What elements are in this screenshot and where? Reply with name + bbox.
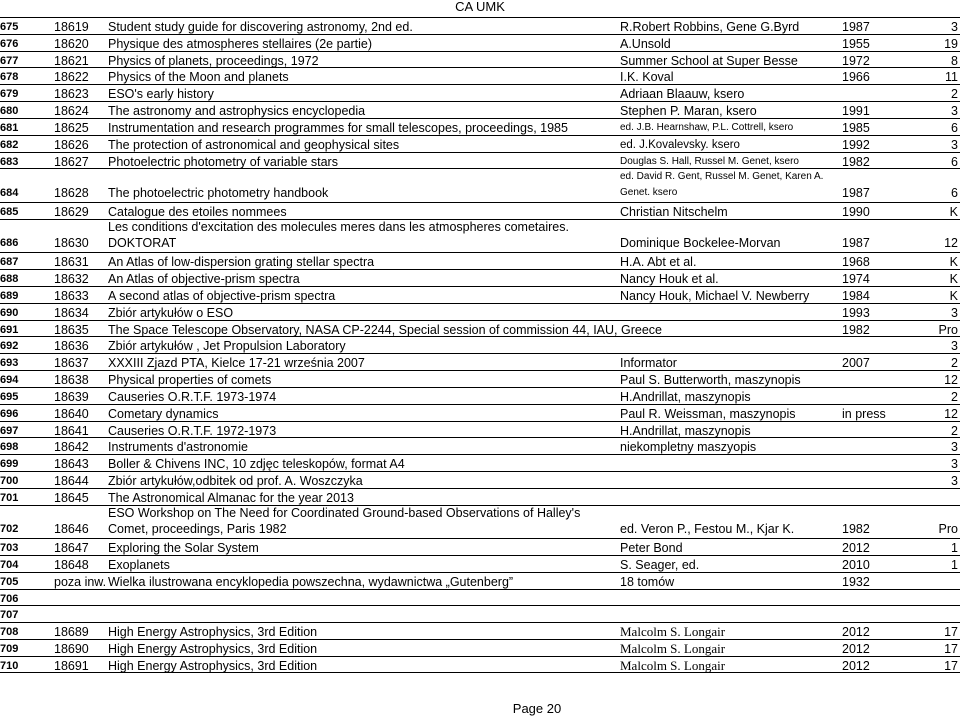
table-row xyxy=(0,404,960,421)
book-year: 1987 xyxy=(842,20,870,34)
table-row xyxy=(0,572,960,589)
row-number: 694 xyxy=(0,374,19,387)
inventory-code: 18626 xyxy=(54,137,89,152)
book-year: 1984 xyxy=(842,289,870,304)
book-author: Stephen P. Maran, ksero xyxy=(620,104,757,119)
book-title: An Atlas of low-dispersion grating stellar spectra xyxy=(108,255,375,270)
book-title: A second atlas of objective-prism spectra xyxy=(108,289,336,304)
row-number: 691 xyxy=(0,323,19,336)
table-row xyxy=(0,336,960,353)
row-number: 709 xyxy=(0,643,19,656)
row-number: 678 xyxy=(0,71,19,84)
row-number: 700 xyxy=(0,474,19,487)
row-number: 702 xyxy=(0,523,19,536)
book-title: Cometary dynamics xyxy=(108,406,219,421)
table-row xyxy=(0,605,960,622)
row-number: 689 xyxy=(0,290,19,303)
table-row xyxy=(0,152,960,169)
book-author: H.Andrillat, maszynopis xyxy=(620,389,751,404)
row-number: 688 xyxy=(0,273,19,286)
book-author: Christian Nitschelm xyxy=(620,204,728,219)
book-title: The protection of astronomical and geophysical sites xyxy=(108,137,400,152)
book-quantity: 3 xyxy=(951,339,958,354)
book-quantity: 6 xyxy=(951,185,958,200)
book-author: Nancy Houk, Michael V. Newberry xyxy=(620,289,810,304)
book-quantity: 12 xyxy=(944,406,958,421)
inventory-code: 18639 xyxy=(54,389,89,404)
table-row xyxy=(0,67,960,84)
table-row xyxy=(0,168,960,202)
book-title: An Atlas of objective-prism spectra xyxy=(108,272,300,287)
book-author: A.Unsold xyxy=(620,36,671,51)
book-quantity: 17 xyxy=(944,625,958,640)
table-row xyxy=(0,589,960,606)
book-author: ed. David R. Gent, Russel M. Genet, Karen A. Genet. ksero xyxy=(620,170,824,198)
book-year: 1974 xyxy=(842,272,870,287)
book-quantity: K xyxy=(949,272,958,287)
book-author: H.A. Abt et al. xyxy=(620,255,697,270)
table-row xyxy=(0,84,960,101)
book-year: 1968 xyxy=(842,255,870,270)
book-author: Adriaan Blaauw, ksero xyxy=(620,87,745,102)
book-title: Les conditions d'excitation des molecules meres dans les atmospheres cometaires. DOKTORAT xyxy=(108,220,569,251)
book-quantity: 6 xyxy=(951,120,958,135)
book-title: The photoelectric photometry handbook xyxy=(108,185,329,200)
book-author: Paul R. Weissman, maszynopis xyxy=(620,406,796,421)
book-title: Zbiór artykułów,odbitek od prof. A. Woszczyka xyxy=(108,473,363,488)
inventory-code: 18635 xyxy=(54,322,89,337)
book-title: Physique des atmospheres stellaires (2e partie) xyxy=(108,36,373,51)
inventory-code: 18640 xyxy=(54,406,89,421)
row-number: 705 xyxy=(0,575,19,588)
book-year: 1982 xyxy=(842,322,870,337)
inventory-code: 18638 xyxy=(54,373,89,388)
book-quantity: Pro xyxy=(938,522,958,537)
inventory-code: 18625 xyxy=(54,120,89,135)
book-year: 1966 xyxy=(842,70,870,85)
book-year: 2012 xyxy=(842,642,870,657)
book-author: H.Andrillat, maszynopis xyxy=(620,423,751,438)
book-year: 2010 xyxy=(842,558,870,573)
table-row xyxy=(0,370,960,387)
inventory-code: 18628 xyxy=(54,185,89,200)
row-number: 706 xyxy=(0,592,19,605)
book-year: 1990 xyxy=(842,204,870,219)
book-quantity: 3 xyxy=(951,473,958,488)
row-number: 704 xyxy=(0,559,19,572)
table-row xyxy=(0,51,960,68)
row-number: 687 xyxy=(0,256,19,269)
inventory-code: 18633 xyxy=(54,289,89,304)
row-number: 699 xyxy=(0,458,19,471)
book-title: Physical properties of comets xyxy=(108,373,272,388)
book-author: ed. J.B. Hearnshaw, P.L. Cottrell, ksero xyxy=(620,121,794,133)
book-quantity: 3 xyxy=(951,137,958,152)
book-author: Malcolm S. Longair xyxy=(620,641,726,657)
book-year: 2007 xyxy=(842,356,870,371)
row-number: 683 xyxy=(0,155,19,168)
table-row xyxy=(0,269,960,286)
book-author: ed. J.Kovalevsky. ksero xyxy=(620,138,740,151)
inventory-code: 18642 xyxy=(54,440,89,455)
row-number: 675 xyxy=(0,21,19,33)
table-row xyxy=(0,622,960,639)
book-quantity: 8 xyxy=(951,53,958,68)
book-title: Physics of the Moon and planets xyxy=(108,70,289,85)
book-quantity: 3 xyxy=(951,104,958,119)
book-title: Causeries O.R.T.F. 1972-1973 xyxy=(108,423,277,438)
book-title: Physics of planets, proceedings, 1972 xyxy=(108,53,319,68)
book-title: The astronomy and astrophysics encyclopedia xyxy=(108,104,366,119)
inventory-code: 18644 xyxy=(54,473,89,488)
book-quantity: 3 xyxy=(951,440,958,455)
book-quantity: 1 xyxy=(951,558,958,573)
book-author: I.K. Koval xyxy=(620,70,674,85)
book-title: The Astronomical Almanac for the year 2013 xyxy=(108,490,354,505)
row-number: 707 xyxy=(0,609,19,622)
book-quantity: 3 xyxy=(951,305,958,320)
inventory-code: 18636 xyxy=(54,339,89,354)
table-row xyxy=(0,202,960,219)
table-row xyxy=(0,118,960,135)
book-quantity: 17 xyxy=(944,658,958,673)
book-quantity: K xyxy=(949,289,958,304)
book-year: 2012 xyxy=(842,541,870,556)
book-quantity: 2 xyxy=(951,423,958,438)
book-title: Instrumentation and research programmes for small telescopes, proceedings, 1985 xyxy=(108,120,568,135)
book-year: 1987 xyxy=(842,236,870,251)
book-title: ESO's early history xyxy=(108,87,214,102)
table-row xyxy=(0,101,960,118)
book-quantity: 17 xyxy=(944,642,958,657)
row-number: 677 xyxy=(0,54,19,67)
table-row xyxy=(0,555,960,572)
inventory-code: 18647 xyxy=(54,541,89,556)
book-quantity: 1 xyxy=(951,541,958,556)
book-author: Dominique Bockelee-Morvan xyxy=(620,236,781,251)
inventory-code: 18643 xyxy=(54,457,89,472)
book-author: Malcolm S. Longair xyxy=(620,657,726,673)
inventory-code: 18630 xyxy=(54,236,89,251)
book-author: Nancy Houk et al. xyxy=(620,272,719,287)
book-year: 2012 xyxy=(842,658,870,673)
book-year: 1991 xyxy=(842,104,870,119)
inventory-code: 18622 xyxy=(54,70,89,85)
book-quantity: Pro xyxy=(938,322,958,337)
inventory-code: 18619 xyxy=(54,20,89,34)
book-author: 18 tomów xyxy=(620,574,675,589)
book-year: 1982 xyxy=(842,522,870,537)
book-year: 1972 xyxy=(842,53,870,68)
book-quantity: 2 xyxy=(951,87,958,102)
table-row xyxy=(0,219,960,253)
book-author: Malcolm S. Longair xyxy=(620,624,726,640)
book-title: Causeries O.R.T.F. 1973-1974 xyxy=(108,389,277,404)
inventory-code: 18646 xyxy=(54,522,89,537)
inventory-code: 18689 xyxy=(54,625,89,640)
book-quantity: 2 xyxy=(951,356,958,371)
table-row xyxy=(0,17,960,34)
book-title: Photoelectric photometry of variable stars xyxy=(108,154,338,169)
inventory-code: 18637 xyxy=(54,356,89,371)
row-number: 708 xyxy=(0,626,19,639)
book-year: 1993 xyxy=(842,305,870,320)
book-title: Catalogue des etoiles nommees xyxy=(108,204,287,219)
inventory-code: 18627 xyxy=(54,154,89,169)
book-author: Informator xyxy=(620,356,677,371)
row-number: 684 xyxy=(0,186,19,199)
table-row xyxy=(0,656,960,673)
book-title: XXXIII Zjazd PTA, Kielce 17-21 września 2007 xyxy=(108,356,365,371)
row-number: 703 xyxy=(0,542,19,555)
book-title: Wielka ilustrowana encyklopedia powszechna, wydawnictwa „Gutenberg” xyxy=(108,574,514,589)
book-title: Exploring the Solar System xyxy=(108,541,259,556)
table-row xyxy=(0,639,960,656)
book-title: High Energy Astrophysics, 3rd Edition xyxy=(108,625,318,640)
book-author: niekompletny maszyopis xyxy=(620,440,757,455)
table-row xyxy=(0,34,960,51)
inventory-code: poza inw. xyxy=(54,574,107,589)
inventory-code: 18690 xyxy=(54,642,89,657)
book-quantity: 11 xyxy=(945,70,958,85)
row-number: 685 xyxy=(0,205,19,218)
row-number: 701 xyxy=(0,491,19,504)
row-number: 695 xyxy=(0,390,19,403)
book-quantity: 6 xyxy=(951,154,958,169)
table-row xyxy=(0,488,960,505)
row-number: 697 xyxy=(0,424,19,437)
table-row xyxy=(0,454,960,471)
table-row xyxy=(0,421,960,438)
book-author: Douglas S. Hall, Russel M. Genet, ksero xyxy=(620,155,799,167)
book-year: 1932 xyxy=(842,574,870,589)
table-row xyxy=(0,320,960,337)
book-quantity: 19 xyxy=(944,36,958,51)
book-title: Exoplanets xyxy=(108,558,170,573)
row-number: 693 xyxy=(0,357,19,370)
table-row xyxy=(0,437,960,454)
book-quantity: 2 xyxy=(951,389,958,404)
book-title: High Energy Astrophysics, 3rd Edition xyxy=(108,642,318,657)
row-number: 680 xyxy=(0,105,19,118)
book-year: 2012 xyxy=(842,625,870,640)
table-row xyxy=(0,286,960,303)
table-row xyxy=(0,303,960,320)
row-number: 681 xyxy=(0,121,19,134)
row-number: 692 xyxy=(0,340,19,353)
book-year: 1982 xyxy=(842,154,870,169)
inventory-code: 18645 xyxy=(54,490,89,505)
row-number: 686 xyxy=(0,237,19,250)
inventory-code: 18624 xyxy=(54,104,89,119)
catalog-table xyxy=(0,17,960,673)
table-row xyxy=(0,538,960,555)
book-title: Student study guide for discovering astronomy, 2nd ed. xyxy=(108,20,413,34)
book-quantity: 12 xyxy=(944,373,958,388)
table-row xyxy=(0,135,960,152)
row-number: 710 xyxy=(0,659,19,672)
inventory-code: 18631 xyxy=(54,255,89,270)
inventory-code: 18621 xyxy=(54,53,89,68)
book-title: Instruments d'astronomie xyxy=(108,440,248,455)
book-title: High Energy Astrophysics, 3rd Edition xyxy=(108,658,318,673)
table-row xyxy=(0,505,960,539)
book-author: ed. Veron P., Festou M., Kjar K. xyxy=(620,522,795,537)
book-quantity: 3 xyxy=(951,457,958,472)
page-footer: Page 20 xyxy=(512,701,562,716)
book-year: 1987 xyxy=(842,185,870,200)
row-number: 698 xyxy=(0,441,19,454)
book-year: 1985 xyxy=(842,120,870,135)
table-row xyxy=(0,387,960,404)
inventory-code: 18634 xyxy=(54,305,89,320)
book-title: Zbiór artykułów , Jet Propulsion Laboratory xyxy=(108,339,346,354)
book-author: Paul S. Butterworth, maszynopis xyxy=(620,373,801,388)
book-year: 1955 xyxy=(842,36,870,51)
row-number: 676 xyxy=(0,37,19,50)
table-row xyxy=(0,252,960,269)
book-author: R.Robert Robbins, Gene G.Byrd xyxy=(620,20,800,34)
book-title: ESO Workshop on The Need for Coordinated Ground-based Observations of Halley's Comet, proceedings, Paris 1982 xyxy=(108,506,581,537)
page-header: CA UMK xyxy=(455,0,505,14)
book-year: 1992 xyxy=(842,137,870,152)
row-number: 696 xyxy=(0,407,19,420)
book-quantity: K xyxy=(949,204,958,219)
inventory-code: 18620 xyxy=(54,36,89,51)
book-year: in press xyxy=(842,406,886,421)
inventory-code: 18629 xyxy=(54,204,89,219)
inventory-code: 18641 xyxy=(54,423,89,438)
book-title: The Space Telescope Observatory, NASA CP-2244, Special session of commission 44, IAU, Greece xyxy=(108,322,662,337)
row-number: 690 xyxy=(0,306,19,319)
table-row xyxy=(0,471,960,488)
book-quantity: K xyxy=(949,255,958,270)
book-quantity: 12 xyxy=(944,236,958,251)
row-number: 682 xyxy=(0,138,19,151)
inventory-code: 18691 xyxy=(54,658,89,673)
book-quantity: 3 xyxy=(951,20,958,34)
table-row xyxy=(0,353,960,370)
book-author: Peter Bond xyxy=(620,541,683,556)
inventory-code: 18632 xyxy=(54,272,89,287)
inventory-code: 18648 xyxy=(54,558,89,573)
book-title: Boller & Chivens INC, 10 zdjęc teleskopów, format A4 xyxy=(108,457,405,472)
inventory-code: 18623 xyxy=(54,87,89,102)
row-number: 679 xyxy=(0,88,19,101)
book-author: Summer School at Super Besse xyxy=(620,53,798,68)
book-title: Zbiór artykułów o ESO xyxy=(108,305,234,320)
book-author: S. Seager, ed. xyxy=(620,558,700,573)
